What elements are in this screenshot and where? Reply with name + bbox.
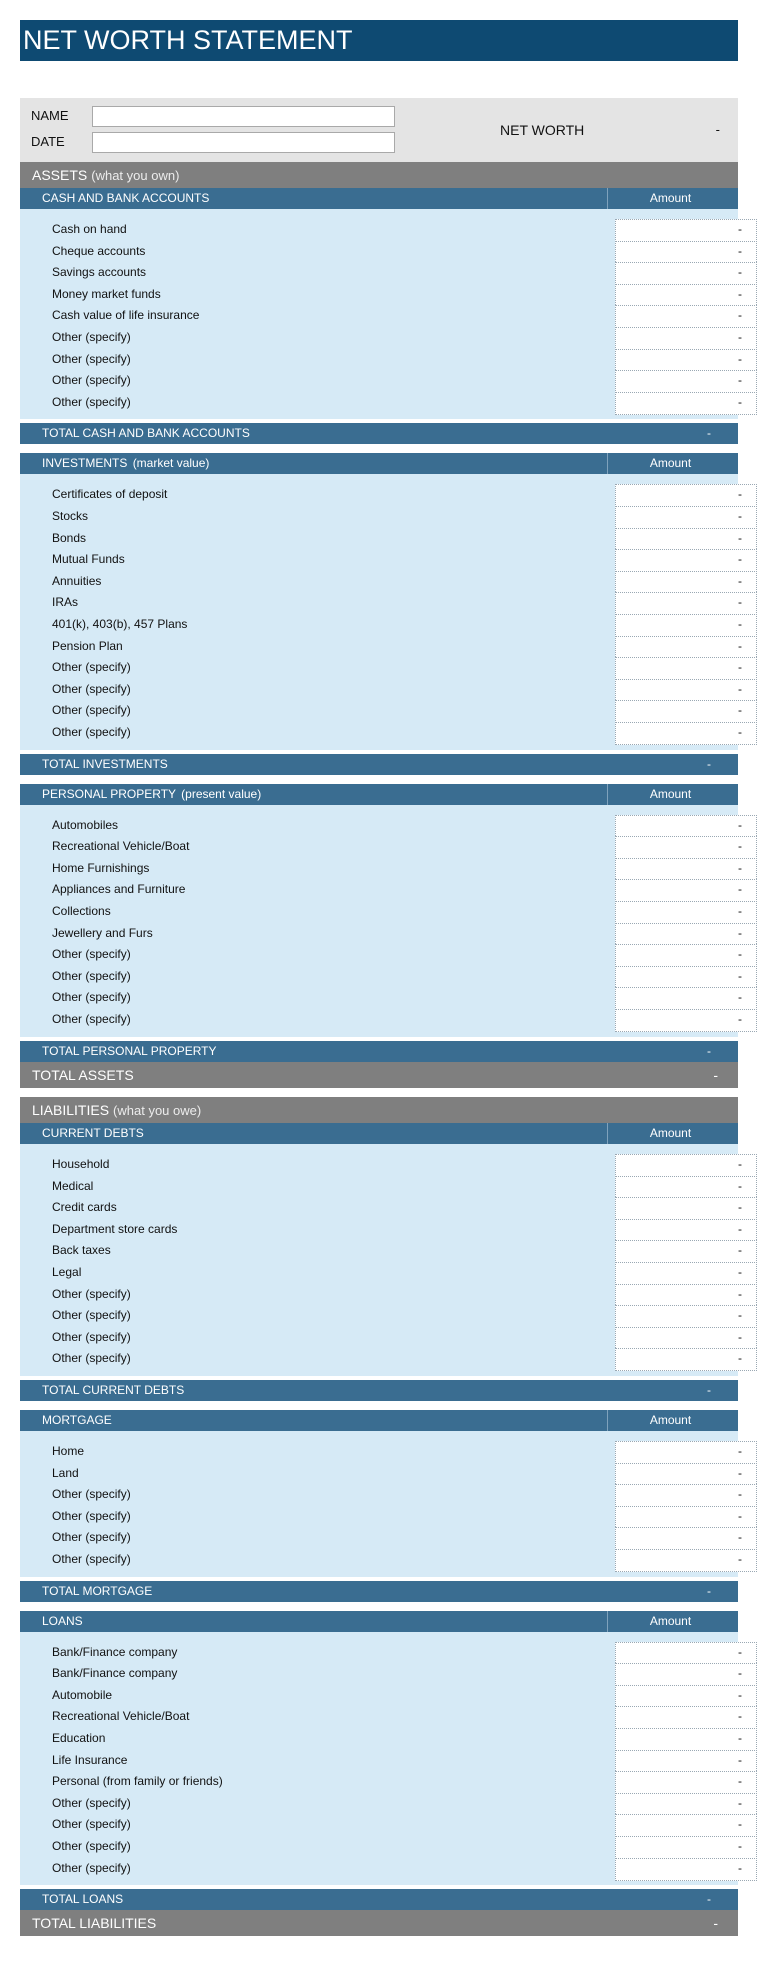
row-label: IRAs [52, 595, 79, 610]
row-label: Other (specify) [52, 1329, 131, 1344]
amount-value: - [738, 1221, 742, 1236]
mortgage-total-label: TOTAL MORTGAGE [42, 1583, 153, 1598]
row-label: Jewellery and Furs [52, 925, 153, 940]
row-label: Other (specify) [52, 1552, 131, 1566]
amount-value: - [738, 1774, 742, 1789]
amount-value: - [738, 243, 742, 258]
row-label: Other (specify) [52, 373, 131, 388]
mortgage-amount-header: Amount [607, 1410, 733, 1431]
amount-value: - [738, 839, 742, 854]
investments-total-value: - [707, 756, 711, 771]
current-debts-section-title: CURRENT DEBTS [42, 1126, 144, 1140]
amount-value: - [738, 1687, 742, 1702]
amount-input[interactable] [615, 1197, 757, 1220]
amount-input[interactable] [615, 923, 757, 946]
row-label: Mutual Funds [52, 552, 125, 567]
row-label: Other (specify) [52, 1508, 131, 1523]
amount-input[interactable] [615, 1348, 757, 1371]
amount-value: - [738, 1200, 742, 1215]
row-label: Other (specify) [52, 1860, 131, 1875]
amount-value: - [738, 1265, 742, 1279]
amount-value: - [738, 968, 742, 983]
page-title: NET WORTH STATEMENT [20, 20, 738, 61]
name-label: NAME [31, 108, 69, 123]
amount-input[interactable] [615, 1858, 757, 1881]
investments-section-title: INVESTMENTS [42, 456, 128, 471]
row-label: Other (specify) [52, 1487, 131, 1502]
amount-value: - [738, 1530, 742, 1545]
amount-input[interactable] [615, 571, 757, 594]
row-label: Other (specify) [52, 394, 131, 409]
amount-input[interactable] [615, 219, 757, 242]
cash-and-bank-accounts-section-header [20, 188, 738, 209]
amount-input[interactable] [615, 1441, 757, 1464]
investments-section-body [20, 474, 742, 749]
assets-total-label: TOTAL ASSETS [32, 1066, 134, 1083]
amount-value: - [738, 1709, 742, 1724]
row-label: Recreational Vehicle/Boat [52, 839, 190, 854]
info-panel [20, 98, 738, 162]
amount-input[interactable] [615, 1771, 757, 1794]
net-worth-value: - [715, 122, 720, 137]
investments-amount-header: Amount [607, 453, 733, 474]
liabilities-subtitle: (what you owe) [113, 1103, 202, 1118]
amount-value: - [738, 1444, 742, 1458]
amount-input[interactable] [615, 700, 757, 723]
loans-section-title-wrap [42, 1611, 85, 1632]
amount-value: - [738, 595, 742, 610]
current-debts-total-label: TOTAL CURRENT DEBTS [42, 1383, 185, 1397]
amount-value: - [738, 222, 742, 236]
row-label: Home [52, 1444, 85, 1458]
row-label: Back taxes [52, 1243, 111, 1258]
mortgage-section-title-wrap [42, 1410, 114, 1431]
amount-input[interactable] [615, 1305, 757, 1328]
row-label: Personal (from family or friends) [52, 1774, 223, 1789]
amount-input[interactable] [615, 1527, 757, 1550]
row-label: Collections [52, 903, 111, 918]
amount-value: - [738, 1178, 742, 1193]
row-label: Bank/Finance company [52, 1644, 178, 1659]
amount-value: - [738, 308, 742, 323]
loans-amount-header: Amount [607, 1611, 733, 1632]
current-debts-amount-header: Amount [607, 1123, 733, 1144]
amount-value: - [738, 903, 742, 918]
net-worth-label: NET WORTH [500, 122, 585, 138]
amount-value: - [738, 1329, 742, 1344]
amount-value: - [738, 1817, 742, 1832]
investments-section-title-wrap [42, 453, 209, 474]
row-label: Other (specify) [52, 1817, 131, 1832]
personal-property-amount-header: Amount [607, 784, 733, 805]
amount-input[interactable] [615, 901, 757, 924]
amount-input[interactable] [615, 1706, 757, 1729]
row-label: Other (specify) [52, 1351, 131, 1366]
row-label: Other (specify) [52, 1286, 131, 1301]
investments-total-bar [20, 754, 738, 775]
amount-input[interactable] [615, 987, 757, 1010]
personal-property-section-header [20, 784, 738, 805]
amount-input[interactable] [615, 549, 757, 572]
row-label: Other (specify) [52, 1308, 131, 1323]
amount-input[interactable] [615, 506, 757, 529]
row-label: Appliances and Furniture [52, 882, 186, 897]
investments-total-label: TOTAL INVESTMENTS [42, 756, 168, 771]
amount-input[interactable] [615, 1549, 757, 1572]
amount-input[interactable] [615, 1176, 757, 1199]
amount-input[interactable] [615, 944, 757, 967]
amount-input[interactable] [615, 1814, 757, 1837]
mortgage-section-body [20, 1431, 742, 1577]
assets-subtitle: (what you own) [91, 168, 180, 183]
row-label: Credit cards [52, 1200, 117, 1215]
mortgage-section-title: MORTGAGE [42, 1413, 112, 1427]
row-label: Home Furnishings [52, 860, 150, 875]
amount-input[interactable] [615, 1793, 757, 1816]
amount-input[interactable] [615, 636, 757, 659]
loans-section-body [20, 1632, 742, 1886]
amount-value: - [738, 1157, 742, 1171]
row-label: Other (specify) [52, 330, 131, 344]
amount-value: - [738, 1730, 742, 1745]
row-label: Education [52, 1730, 106, 1745]
amount-value: - [738, 1487, 742, 1502]
current-debts-section-header [20, 1123, 738, 1144]
row-label: Cash on hand [52, 222, 127, 236]
amount-value: - [738, 265, 742, 280]
amount-input[interactable] [615, 1506, 757, 1529]
amount-value: - [738, 1011, 742, 1026]
row-label: Savings accounts [52, 265, 147, 280]
amount-input[interactable] [615, 1154, 757, 1177]
amount-value: - [738, 1351, 742, 1366]
row-label: Other (specify) [52, 1795, 131, 1810]
mortgage-total-value: - [707, 1583, 711, 1598]
amount-value: - [738, 1666, 742, 1681]
cash-and-bank-accounts-section-title: CASH AND BANK ACCOUNTS [42, 191, 210, 205]
personal-property-section-title-wrap [42, 784, 261, 805]
amount-value: - [738, 616, 742, 631]
personal-property-total-label: TOTAL PERSONAL PROPERTY [42, 1043, 217, 1058]
current-debts-total-bar [20, 1380, 738, 1401]
amount-value: - [738, 681, 742, 696]
date-input[interactable] [92, 132, 395, 153]
row-label: Life Insurance [52, 1752, 128, 1767]
amount-input[interactable] [615, 1836, 757, 1859]
amount-input[interactable] [615, 1663, 757, 1686]
amount-value: - [738, 1860, 742, 1875]
amount-input[interactable] [615, 1240, 757, 1263]
amount-input[interactable] [615, 392, 757, 415]
amount-value: - [738, 882, 742, 897]
personal-property-section-title: PERSONAL PROPERTY [42, 786, 176, 801]
row-label: Annuities [52, 573, 102, 588]
amount-input[interactable] [615, 1750, 757, 1773]
row-label: Other (specify) [52, 947, 131, 962]
amount-value: - [738, 1795, 742, 1810]
cash-and-bank-accounts-total-value: - [707, 426, 711, 441]
row-label: Other (specify) [52, 968, 131, 983]
amount-input[interactable] [615, 370, 757, 393]
row-label: Other (specify) [52, 351, 131, 366]
amount-input[interactable] [615, 858, 757, 881]
amount-value: - [738, 990, 742, 1005]
personal-property-total-value: - [707, 1043, 711, 1058]
amount-value: - [738, 1243, 742, 1258]
amount-input[interactable] [615, 1262, 757, 1285]
current-debts-section-body [20, 1144, 742, 1376]
row-label: Automobile [52, 1687, 113, 1702]
row-label: Bank/Finance company [52, 1666, 178, 1681]
amount-input[interactable] [615, 262, 757, 285]
amount-input[interactable] [615, 327, 757, 350]
amount-input[interactable] [615, 1728, 757, 1751]
amount-value: - [738, 1308, 742, 1323]
amount-input[interactable] [615, 722, 757, 745]
amount-input[interactable] [615, 879, 757, 902]
amount-value: - [738, 487, 742, 502]
cash-and-bank-accounts-section-body [20, 209, 742, 419]
amount-value: - [738, 1552, 742, 1566]
amount-input[interactable] [615, 815, 757, 838]
row-label: Cash value of life insurance [52, 308, 200, 323]
amount-value: - [738, 1286, 742, 1301]
date-label: DATE [31, 134, 65, 149]
amount-input[interactable] [615, 1642, 757, 1665]
amount-input[interactable] [615, 1009, 757, 1032]
current-debts-total-value: - [707, 1383, 711, 1397]
amount-value: - [738, 1465, 742, 1480]
amount-input[interactable] [615, 1284, 757, 1307]
row-label: Other (specify) [52, 1530, 131, 1545]
amount-value: - [738, 573, 742, 588]
row-label: Other (specify) [52, 660, 131, 675]
row-label: Medical [52, 1178, 94, 1193]
row-label: Other (specify) [52, 1011, 131, 1026]
liabilities-total-bar [20, 1910, 738, 1936]
amount-value: - [738, 530, 742, 545]
amount-input[interactable] [615, 528, 757, 551]
assets-header [20, 162, 738, 188]
amount-value: - [738, 394, 742, 409]
amount-input[interactable] [615, 1219, 757, 1242]
cash-and-bank-accounts-amount-header: Amount [607, 188, 733, 209]
current-debts-section-title-wrap [42, 1123, 146, 1144]
loans-section-header [20, 1611, 738, 1632]
row-label: Pension Plan [52, 638, 123, 653]
cash-and-bank-accounts-total-bar [20, 423, 738, 444]
amount-value: - [738, 925, 742, 940]
mortgage-total-bar [20, 1581, 738, 1602]
amount-value: - [738, 1644, 742, 1659]
amount-value: - [738, 724, 742, 739]
investments-section-subtitle: (market value) [132, 456, 210, 471]
row-label: Other (specify) [52, 1838, 131, 1853]
amount-input[interactable] [615, 657, 757, 680]
loans-section-title: LOANS [42, 1613, 83, 1628]
amount-value: - [738, 373, 742, 388]
personal-property-section-body [20, 805, 742, 1037]
investments-section-header [20, 453, 738, 474]
date-input-value [93, 135, 97, 149]
liabilities-title: LIABILITIES [32, 1102, 110, 1118]
amount-input[interactable] [615, 614, 757, 637]
amount-value: - [738, 817, 742, 832]
row-label: Stocks [52, 508, 89, 523]
loans-total-label: TOTAL LOANS [42, 1892, 124, 1907]
assets-title: ASSETS [32, 167, 88, 183]
row-label: Other (specify) [52, 990, 131, 1005]
amount-input[interactable] [615, 284, 757, 307]
row-label: Other (specify) [52, 703, 131, 718]
amount-value: - [738, 286, 742, 301]
amount-input[interactable] [615, 836, 757, 859]
amount-value: - [738, 351, 742, 366]
loans-total-value: - [707, 1892, 711, 1907]
row-label: Recreational Vehicle/Boat [52, 1709, 190, 1724]
row-label: Other (specify) [52, 681, 131, 696]
liabilities-total-value: - [713, 1915, 718, 1932]
amount-value: - [738, 860, 742, 875]
row-label: Money market funds [52, 286, 161, 301]
amount-value: - [738, 947, 742, 962]
amount-value: - [738, 660, 742, 675]
amount-value: - [738, 552, 742, 567]
amount-input[interactable] [615, 1327, 757, 1350]
row-label: Land [52, 1465, 79, 1480]
amount-value: - [738, 1508, 742, 1523]
amount-input[interactable] [615, 1484, 757, 1507]
amount-input[interactable] [615, 1685, 757, 1708]
amount-value: - [738, 638, 742, 653]
mortgage-section-header [20, 1410, 738, 1431]
amount-input[interactable] [615, 241, 757, 264]
assets-total-bar [20, 1062, 738, 1088]
row-label: Department store cards [52, 1221, 178, 1236]
amount-input[interactable] [615, 1463, 757, 1486]
personal-property-total-bar [20, 1041, 738, 1062]
row-label: Other (specify) [52, 724, 131, 739]
liabilities-header [20, 1097, 738, 1123]
row-label: Household [52, 1157, 110, 1171]
row-label: 401(k), 403(b), 457 Plans [52, 616, 188, 631]
amount-input[interactable] [615, 592, 757, 615]
cash-and-bank-accounts-section-title-wrap [42, 188, 211, 209]
row-label: Automobiles [52, 817, 119, 832]
amount-input[interactable] [615, 349, 757, 372]
amount-input[interactable] [615, 966, 757, 989]
amount-value: - [738, 703, 742, 718]
loans-total-bar [20, 1889, 738, 1910]
amount-value: - [738, 1838, 742, 1853]
cash-and-bank-accounts-total-label: TOTAL CASH AND BANK ACCOUNTS [42, 426, 250, 441]
row-label: Cheque accounts [52, 243, 146, 258]
row-label: Legal [52, 1265, 82, 1279]
row-label: Bonds [52, 530, 87, 545]
amount-input[interactable] [615, 484, 757, 507]
amount-input[interactable] [615, 305, 757, 328]
amount-value: - [738, 508, 742, 523]
row-label: Certificates of deposit [52, 487, 168, 502]
assets-total-value: - [713, 1066, 718, 1083]
amount-value: - [738, 1752, 742, 1767]
name-input-value [93, 109, 97, 123]
personal-property-section-subtitle: (present value) [181, 786, 262, 801]
liabilities-total-label: TOTAL LIABILITIES [32, 1915, 157, 1932]
amount-input[interactable] [615, 679, 757, 702]
amount-value: - [738, 330, 742, 344]
name-input[interactable] [92, 106, 395, 127]
